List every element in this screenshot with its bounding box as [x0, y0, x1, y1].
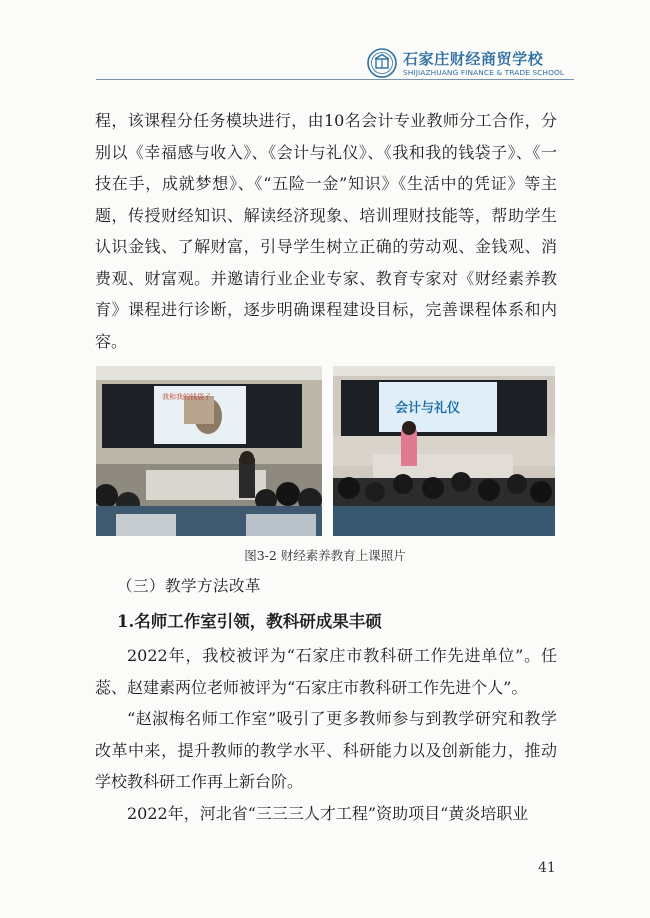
- body-text-top: [95, 105, 557, 357]
- paragraph: 程，该课程分任务模块进行，由10名会计专业教师分工合作，分别以《幸福感与收入》、《会计与礼仪》、《我和我的钱袋子》、《一技在手，成就梦想》、《“五险一金”知识》《生活中的凭证》等主题，传授财经知识、解读经济现象、培训理财技能等，帮助学生认识金钱、了解财富，引导学生树立正确的劳动观、金钱观、消费观、财富观。并邀请行业企业专家、教育专家对《财经素养教育》课程进行诊断，逐步明确课程建设目标，完善课程体系和内容。: [95, 111, 557, 351]
- section-subheading: 1.名师工作室引领，教科研成果丰硕: [117, 612, 382, 631]
- body-text-bottom: [95, 640, 557, 829]
- paragraph: 2022年，我校被评为“石家庄市教科研工作先进单位”。任蕊、赵建素两位老师被评为“石家庄市教科研工作先进个人”。: [95, 646, 557, 697]
- school-name-cn: 石家庄财经商贸学校: [403, 50, 544, 68]
- class-photo-1: [96, 366, 322, 536]
- header-divider: [96, 79, 574, 80]
- school-name-en: SHIJIAZHUANG FINANCE & TRADE SCHOOL: [403, 68, 565, 77]
- section-heading: （三）教学方法改革: [117, 577, 262, 595]
- page-number: 41: [538, 860, 556, 876]
- paragraph: “赵淑梅名师工作室”吸引了更多教师参与到教学研究和教学改革中来，提升教师的教学水平、科研能力以及创新能力，推动学校教科研工作再上新台阶。: [95, 709, 557, 791]
- class-photo-2: [333, 366, 555, 536]
- slide-title-1: 我和我的钱袋子: [162, 393, 211, 401]
- school-header: [367, 46, 577, 82]
- school-emblem-icon: [367, 48, 397, 78]
- paragraph: 2022年，河北省“三三三人才工程”资助项目“黄炎培职业: [127, 803, 529, 823]
- figure-caption: 图3-2 财经素养教育上课照片: [244, 548, 406, 563]
- slide-title-2: 会计与礼仪: [395, 401, 461, 416]
